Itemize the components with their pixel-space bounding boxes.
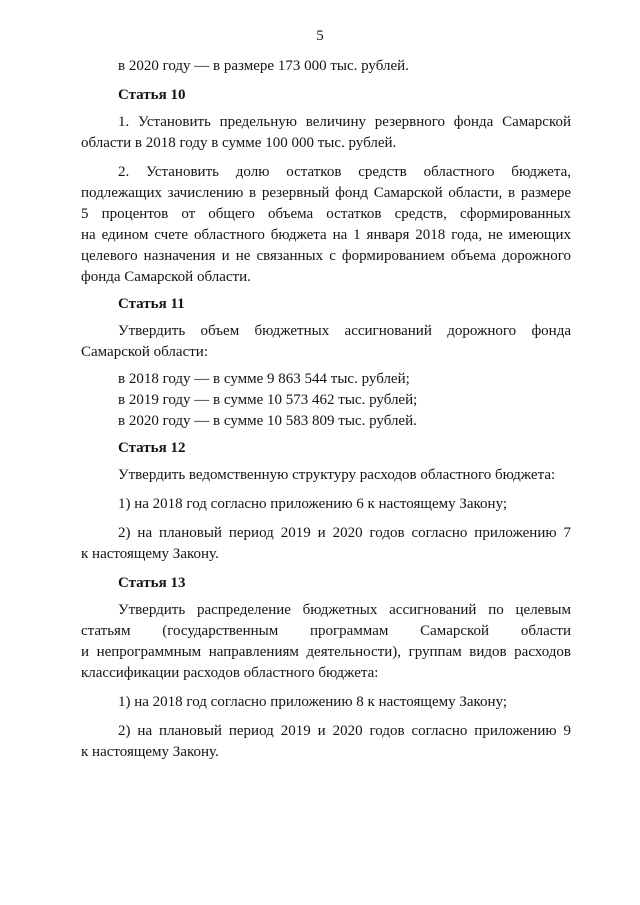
document-body: [81, 56, 571, 763]
paragraph-line: Самарской области:: [81, 344, 208, 360]
paragraph-line: области в 2018 году в сумме 100 000 тыс. рублей.: [81, 135, 397, 151]
article-heading: Статья 10: [118, 87, 186, 103]
paragraph-line: к настоящему Закону.: [81, 546, 219, 562]
paragraph-line: статьям (государственным программам Самарской области: [81, 623, 571, 639]
paragraph-line: в 2018 году — в сумме 9 863 544 тыс. рублей;: [118, 371, 410, 387]
paragraph-line: 1) на 2018 год согласно приложению 8 к настоящему Закону;: [118, 694, 508, 710]
paragraph-line: фонда Самарской области.: [81, 269, 251, 285]
paragraph-line: Утвердить распределение бюджетных ассигнований по целевым: [118, 602, 571, 618]
paragraph-line: в 2020 году — в размере 173 000 тыс. рублей.: [118, 58, 409, 74]
paragraph-line: классификации расходов областного бюджета:: [81, 665, 379, 681]
paragraph-line: 2) на плановый период 2019 и 2020 годов согласно приложению 9: [118, 723, 571, 739]
paragraph-line: 2) на плановый период 2019 и 2020 годов согласно приложению 7: [118, 525, 571, 541]
paragraph-line: Утвердить ведомственную структуру расходов областного бюджета:: [118, 467, 556, 483]
paragraph-line: 1) на 2018 год согласно приложению 6 к настоящему Закону;: [118, 496, 508, 512]
paragraph-line: 5 процентов от общего объема остатков средств, сформированных: [81, 206, 571, 222]
article-heading: Статья 13: [118, 575, 186, 591]
paragraph-line: в 2019 году — в сумме 10 573 462 тыс. рублей;: [118, 392, 418, 408]
paragraph-line: в 2020 году — в сумме 10 583 809 тыс. рублей.: [118, 413, 417, 429]
paragraph-line: на едином счете областного бюджета на 1 января 2018 года, не имеющих: [81, 227, 571, 243]
paragraph-line: целевого назначения и не связанных с формированием объема дорожного: [81, 248, 571, 264]
paragraph-line: 2. Установить долю остатков средств областного бюджета,: [118, 164, 571, 180]
paragraph-line: к настоящему Закону.: [81, 744, 219, 760]
paragraph-line: 1. Установить предельную величину резервного фонда Самарской: [118, 114, 571, 130]
paragraph-line: подлежащих зачислению в резервный фонд Самарской области, в размере: [81, 185, 571, 201]
article-heading: Статья 12: [118, 440, 186, 456]
paragraph-line: и непрограммным направлениям деятельности), группам видов расходов: [81, 644, 571, 660]
paragraph-line: Утвердить объем бюджетных ассигнований дорожного фонда: [118, 323, 571, 339]
page-number: 5: [316, 28, 324, 44]
article-heading: Статья 11: [118, 296, 185, 312]
